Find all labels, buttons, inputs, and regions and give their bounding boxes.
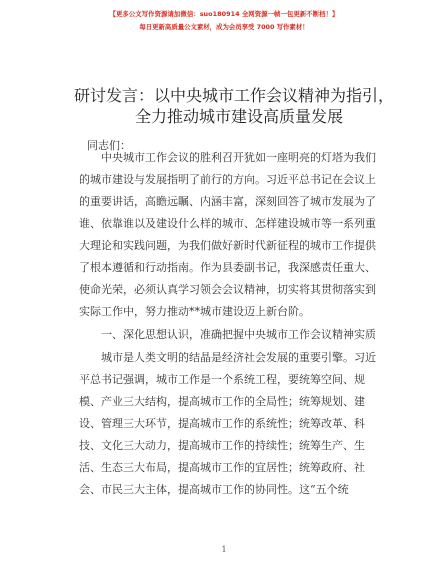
promo-banner-line1: 【更多公文写作资源请加微信：suo180914 全网资源一帧一包更新不断档！】 xyxy=(109,10,339,18)
paragraph-line: 谁、依靠谁以及建设什么样的城市、怎样建设城市等一系列重 xyxy=(79,217,376,230)
document-title-line1: 研讨发言：以中央城市工作会议精神为指引， xyxy=(73,86,394,105)
paragraph-line: 会、市民三大主体，提高城市工作的协同性。这“五个统 xyxy=(79,483,349,496)
paragraph-line: 设、管理三大环节，提高城市工作的系统性；统筹改革、科 xyxy=(79,417,365,430)
document-title-line2: 全力推动城市建设高质量发展 xyxy=(134,107,343,126)
section-heading: 一、深化思想认识，准确把握中央城市工作会议精神实质 xyxy=(79,328,376,341)
paragraph-line: 的重要讲话，高瞻远瞩、内涵丰富，深刻回答了城市发展为了 xyxy=(79,195,376,208)
promo-banner xyxy=(0,8,448,33)
paragraph-line: 了根本遵循和行动指南。作为县委副书记，我深感责任重大、 xyxy=(79,261,376,274)
paragraph-line: 活、生态三大布局，提高城市工作的宜居性；统筹政府、社 xyxy=(79,461,365,474)
paragraph-line: 中央城市工作会议的胜利召开犹如一座明亮的灯塔为我们 xyxy=(79,151,376,164)
paragraph-line: 大理论和实践问题，为我们做好新时代新征程的城市工作提供 xyxy=(79,239,376,252)
paragraph-section1 xyxy=(79,347,389,501)
promo-banner-line2: 每日更新高质量公文素材，成为会员享受 7000 写作素材！ xyxy=(139,23,309,31)
paragraph-line: 平总书记强调，城市工作是一个系统工程，要统筹空间、规 xyxy=(79,373,365,386)
greeting: 同志们： xyxy=(87,139,131,152)
paragraph-line: 实际工作中，努力推动**城市建设迈上新台阶。 xyxy=(79,305,310,318)
paragraph-line: 模、产业三大结构，提高城市工作的全局性；统筹规划、建 xyxy=(79,395,365,408)
page-number: 1 xyxy=(221,545,227,554)
paragraph-intro xyxy=(79,147,389,323)
paragraph-line: 的城市建设与发展指明了前行的方向。习近平总书记在会议上 xyxy=(79,173,376,186)
paragraph-line: 使命光荣，必须认真学习领会会议精神，切实将其贯彻落实到 xyxy=(79,283,376,296)
paragraph-line: 技、文化三大动力，提高城市工作的持续性；统筹生产、生 xyxy=(79,439,365,452)
paragraph-line: 城市是人类文明的结晶是经济社会发展的重要引擎。习近 xyxy=(79,351,376,364)
